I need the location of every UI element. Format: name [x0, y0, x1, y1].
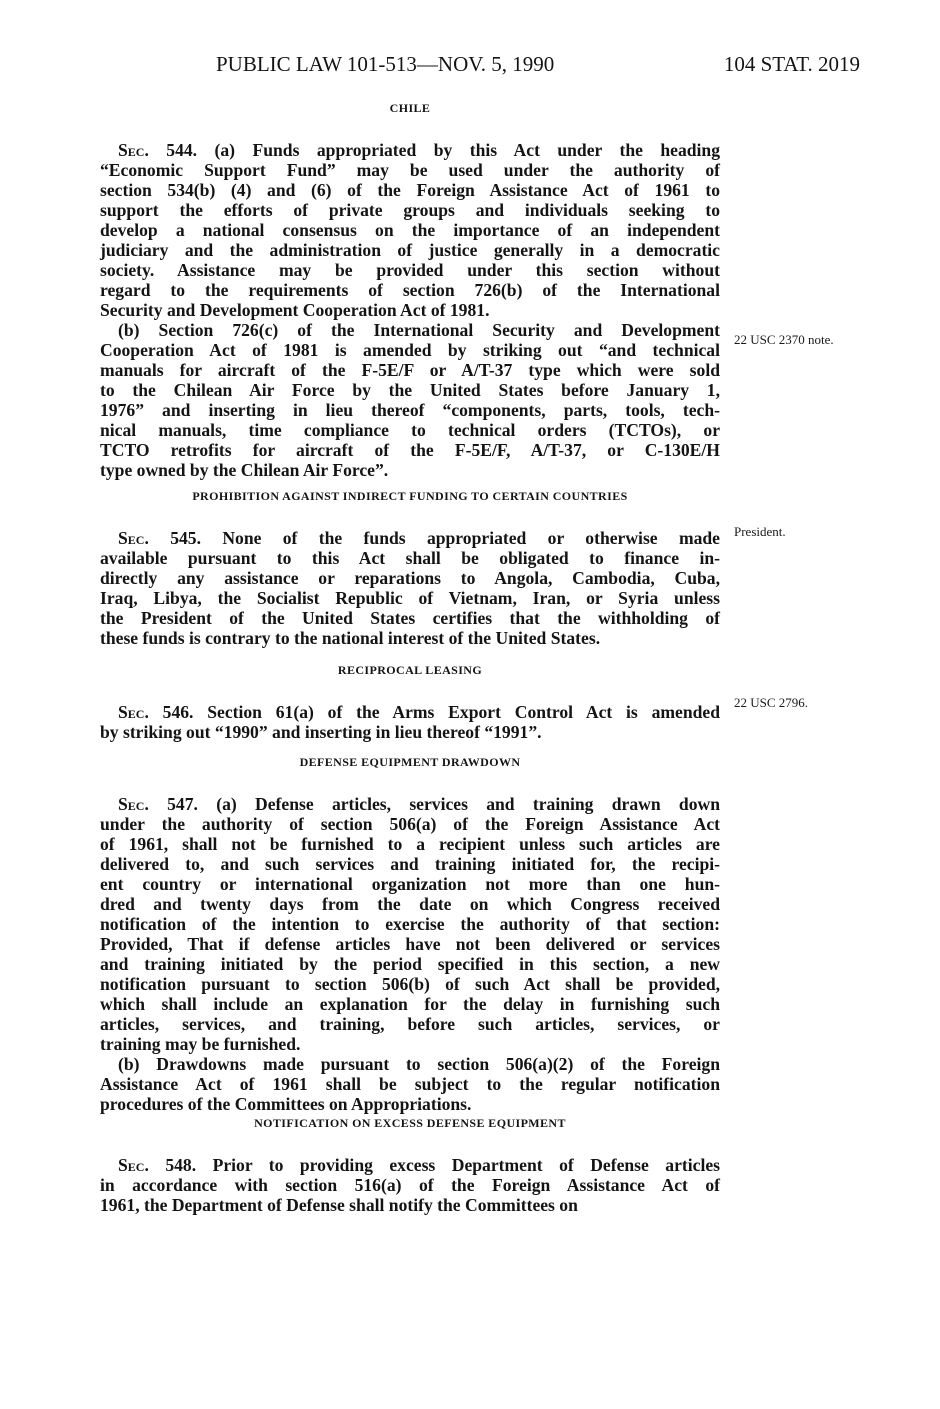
paragraph	[100, 702, 720, 742]
line-text: available pursuant to this Act shall be obligated to finance in-	[100, 548, 720, 568]
text-line	[100, 160, 720, 180]
text-line	[100, 280, 720, 300]
text-line	[100, 994, 720, 1014]
paragraph	[100, 794, 720, 1054]
running-head	[216, 52, 866, 82]
section-heading: DEFENSE EQUIPMENT DRAWDOWN	[299, 755, 521, 769]
paragraph	[100, 528, 720, 648]
section-heading: NOTIFICATION ON EXCESS DEFENSE EQUIPMENT	[254, 1116, 566, 1130]
text-line	[100, 380, 720, 400]
text-line	[100, 528, 720, 548]
section	[100, 98, 720, 480]
line-text: TCTO retrofits for aircraft of the F-5E/F, A/T-37, or C-130E/H	[100, 440, 720, 460]
line-text: section 534(b) (4) and (6) of the Foreign Assistance Act of 1961 to	[100, 180, 720, 200]
text-line	[100, 974, 720, 994]
text-line	[100, 220, 720, 240]
text-line	[100, 568, 720, 588]
text-line	[100, 1195, 720, 1215]
line-text: (b) Drawdowns made pursuant to section 506(a)(2) of the Foreign	[118, 1054, 720, 1074]
line-text: (a) Funds appropriated by this Act under the heading	[214, 140, 720, 160]
line-text: develop a national consensus on the importance of an independent	[100, 220, 720, 240]
text-line	[100, 360, 720, 380]
line-text: Prior to providing excess Department of Defense articles	[212, 1155, 720, 1175]
text-line	[100, 200, 720, 220]
section-number: Sec. 546.	[118, 702, 194, 722]
section-number: Sec. 544.	[118, 140, 198, 160]
line-text: manuals for aircraft of the F-5E/F or A/T-37 type which were sold	[100, 360, 720, 380]
paragraph	[100, 320, 720, 480]
text-line	[100, 400, 720, 420]
text-line	[100, 1175, 720, 1195]
text-line	[100, 140, 720, 160]
line-text: notification of the intention to exercise the authority of that section:	[100, 914, 720, 934]
line-text: procedures of the Committees on Appropriations.	[100, 1094, 472, 1114]
text-line	[100, 1155, 720, 1175]
section	[100, 486, 720, 648]
section	[100, 660, 720, 742]
section-number: Sec. 545.	[118, 528, 201, 548]
text-line	[100, 894, 720, 914]
section	[100, 1113, 720, 1215]
line-text: nical manuals, time compliance to technical orders (TCTOs), or	[100, 420, 720, 440]
text-line	[100, 608, 720, 628]
text-line	[100, 854, 720, 874]
line-text: and training initiated by the period specified in this section, a new	[100, 954, 720, 974]
line-text: under the authority of section 506(a) of the Foreign Assistance Act	[100, 814, 720, 834]
line-text: “Economic Support Fund” may be used under the authority of	[100, 160, 720, 180]
section-heading: PROHIBITION AGAINST INDIRECT FUNDING TO CERTAIN COUNTRIES	[192, 489, 628, 503]
text-line	[100, 722, 720, 742]
text-line	[100, 588, 720, 608]
line-text: training may be furnished.	[100, 1034, 301, 1054]
line-text: Iraq, Libya, the Socialist Republic of Vietnam, Iran, or Syria unless	[100, 588, 720, 608]
text-line	[100, 440, 720, 460]
text-line	[100, 1034, 720, 1054]
text-line	[100, 548, 720, 568]
text-line	[100, 240, 720, 260]
line-text: dred and twenty days from the date on which Congress received	[100, 894, 720, 914]
line-text: ent country or international organization not more than one hun-	[100, 874, 720, 894]
text-line	[100, 460, 720, 480]
text-line	[100, 954, 720, 974]
line-text: society. Assistance may be provided under this section without	[100, 260, 720, 280]
line-text: regard to the requirements of section 726(b) of the International	[100, 280, 720, 300]
line-text: (b) Section 726(c) of the International Security and Development	[118, 320, 720, 340]
line-text: which shall include an explanation for the delay in furnishing such	[100, 994, 720, 1014]
text-line	[100, 814, 720, 834]
text-line	[100, 320, 720, 340]
line-text: 1961, the Department of Defense shall notify the Committees on	[100, 1195, 578, 1215]
line-text: directly any assistance or reparations to Angola, Cambodia, Cuba,	[100, 568, 720, 588]
line-text: to the Chilean Air Force by the United States before January 1,	[100, 380, 720, 400]
line-text: Security and Development Cooperation Act of 1981.	[100, 300, 490, 320]
paragraph	[100, 140, 720, 320]
line-text: notification pursuant to section 506(b) of such Act shall be provided,	[100, 974, 720, 994]
line-text: (a) Defense articles, services and training drawn down	[216, 794, 721, 814]
section-number: Sec. 547.	[118, 794, 198, 814]
text-line	[100, 1094, 720, 1114]
line-text: None of the funds appropriated or otherwise made	[222, 528, 720, 548]
text-line	[100, 1014, 720, 1034]
line-text: by striking out “1990” and inserting in lieu thereof “1991”.	[100, 722, 542, 742]
paragraph	[100, 1155, 720, 1215]
line-text: articles, services, and training, before such articles, services, or	[100, 1014, 720, 1034]
text-line	[100, 874, 720, 894]
text-line	[100, 1054, 720, 1074]
text-line	[100, 420, 720, 440]
line-text: 1976” and inserting in lieu thereof “components, parts, tools, tech-	[100, 400, 720, 420]
running-head-stat: 104 STAT. 2019	[723, 52, 860, 76]
text-line	[100, 260, 720, 280]
line-text: delivered to, and such services and training initiated for, the recipi-	[100, 854, 720, 874]
text-line	[100, 340, 720, 360]
text-line	[100, 180, 720, 200]
text-line	[100, 834, 720, 854]
text-line	[100, 628, 720, 648]
text-line	[100, 914, 720, 934]
line-text: type owned by the Chilean Air Force”.	[100, 460, 389, 480]
line-text: these funds is contrary to the national interest of the United States.	[100, 628, 601, 648]
text-line	[100, 794, 720, 814]
line-text: of 1961, shall not be furnished to a recipient unless such articles are	[100, 834, 720, 854]
line-text: in accordance with section 516(a) of the Foreign Assistance Act of	[100, 1175, 720, 1195]
section-number: Sec. 548.	[118, 1155, 197, 1175]
text-line	[100, 1074, 720, 1094]
margin-note-22-usc-2370: 22 USC 2370 note.	[734, 332, 834, 347]
line-text: judiciary and the administration of justice generally in a democratic	[100, 240, 720, 260]
margin-note-president: President.	[734, 524, 786, 539]
margin-note-22-usc-2796: 22 USC 2796.	[734, 695, 809, 710]
text-line	[100, 934, 720, 954]
section-heading: RECIPROCAL LEASING	[337, 663, 483, 677]
text-line	[100, 300, 720, 320]
running-head-law: PUBLIC LAW 101-513—NOV. 5, 1990	[216, 52, 555, 76]
text-line	[100, 702, 720, 722]
line-text: Assistance Act of 1961 shall be subject to the regular notification	[100, 1074, 720, 1094]
line-text: support the efforts of private groups and individuals seeking to	[100, 200, 720, 220]
line-text: Cooperation Act of 1981 is amended by striking out “and technical	[100, 340, 720, 360]
line-text: Section 61(a) of the Arms Export Control Act is amended	[207, 702, 720, 722]
paragraph	[100, 1054, 720, 1114]
line-text: Provided, That if defense articles have not been delivered or services	[100, 934, 720, 954]
section-heading: CHILE	[389, 101, 431, 115]
section	[100, 752, 720, 1114]
line-text: the President of the United States certifies that the withholding of	[100, 608, 720, 628]
